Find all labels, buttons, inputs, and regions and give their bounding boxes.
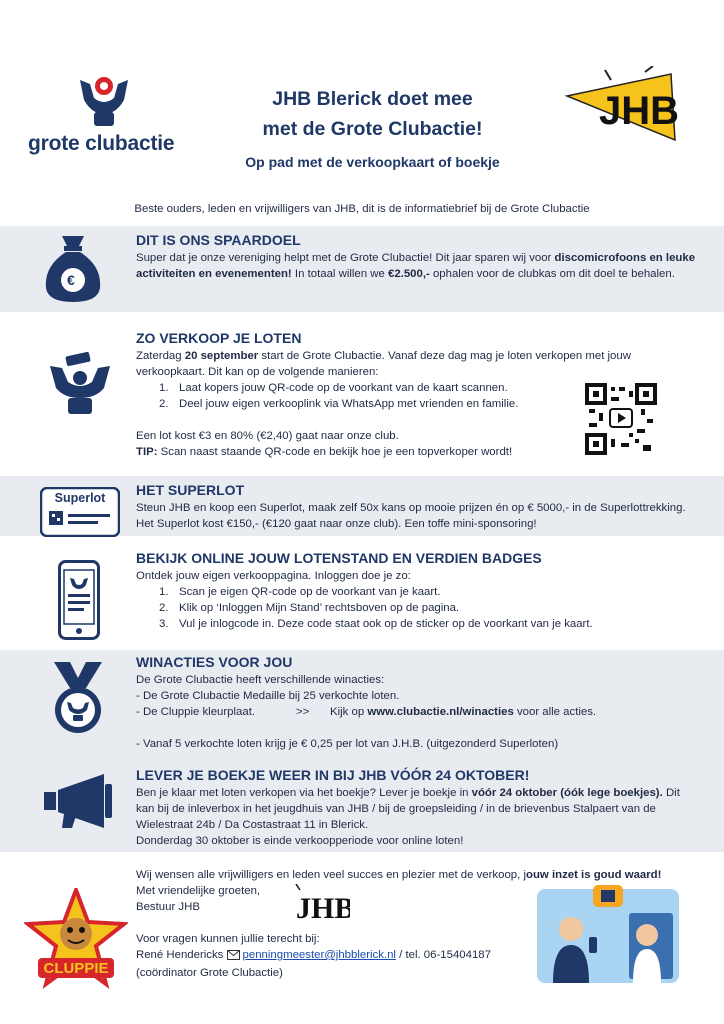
contact-name: René Hendericks <box>136 949 227 961</box>
lever-deadline: vóór 24 oktober (óók lege boekjes). <box>471 787 663 799</box>
step-text: Klik op ‘Inloggen Mijn Stand’ rechtsboven op de pagina. <box>179 602 460 614</box>
jhb-signature-letters: JHB <box>296 892 350 925</box>
lever-online-end: Donderdag 30 oktober is einde verkoopperiode voor online loten! <box>136 835 464 847</box>
promo-illustration <box>533 883 683 987</box>
verkoop-heading: ZO VERKOOP JE LOTEN <box>136 330 302 346</box>
superlot-card-icon <box>40 487 120 537</box>
spaardoel-text-part: Super dat je onze vereniging helpt met de Grote Clubactie! Dit jaar sparen wij voor <box>136 252 555 264</box>
tip-text: Scan naast staande QR-code en bekijk hoe je een topverkoper wordt! <box>157 446 513 458</box>
tip-label: TIP: <box>136 446 158 458</box>
winacties-line <box>136 704 701 720</box>
lever-text <box>136 785 701 833</box>
step-number: 3. <box>159 618 169 630</box>
contact-phone: / tel. 06-15404187 <box>395 949 491 961</box>
verkoop-text <box>136 348 701 380</box>
title-line-1: JHB Blerick doet mee <box>272 88 473 110</box>
spaardoel-goal: discomicrofoons en leuke activiteiten en evenementen! <box>136 252 696 280</box>
online-text: Ontdek jouw eigen verkooppagina. Inloggen doe je zo: <box>136 570 411 582</box>
list-item <box>159 584 701 600</box>
closing-greeting: Met vriendelijke groeten, <box>136 885 261 897</box>
winacties-text-part: - De Cluppie kleurplaat. <box>136 706 256 718</box>
winacties-arrows: >> <box>296 706 310 718</box>
jhb-pennant-icon <box>563 66 683 146</box>
money-bag-icon <box>44 232 102 304</box>
step-number: 1. <box>159 382 169 394</box>
page-subtitle: Op pad met de verkoopkaart of boekje <box>245 154 500 170</box>
mail-icon <box>227 949 240 965</box>
intro-text: Beste ouders, leden en vrijwilligers van JHB, dit is de informatiebrief bij de Grote Clubactie <box>134 203 590 215</box>
closing-questions: Voor vragen kunnen jullie terecht bij: <box>136 933 320 945</box>
jhb-logo-letters: JHB <box>599 89 680 133</box>
winacties-line: De Grote Clubactie heeft verschillende winacties: <box>136 674 385 686</box>
online-heading: BEKIJK ONLINE JOUW LOTENSTAND EN VERDIEN BADGES <box>136 550 542 566</box>
verkoop-price: Een lot kost €3 en 80% (€2,40) gaat naar onze club. <box>136 430 399 442</box>
spaardoel-heading: DIT IS ONS SPAARDOEL <box>136 232 301 248</box>
cluppie-mascot-logo <box>24 888 128 992</box>
step-number: 1. <box>159 586 169 598</box>
step-text: Vul je inlogcode in. Deze code staat ook op de sticker op de voorkant van je kaart. <box>179 618 593 630</box>
winacties-heading: WINACTIES VOOR JOU <box>136 654 293 670</box>
online-steps <box>159 584 701 632</box>
section-online <box>136 549 701 632</box>
verkoop-text-part: start de Grote Clubactie. Vanaf deze dag mag je loten verkopen met jouw verkoopkaart. Dit kan op de volgende manieren: <box>136 350 631 378</box>
step-text: Scan je eigen QR-code op de voorkant van je kaart. <box>179 586 441 598</box>
page-title <box>200 84 545 144</box>
step-number: 2. <box>159 602 169 614</box>
list-item <box>159 600 701 616</box>
step-text: Laat kopers jouw QR-code op de voorkant van de kaart scannen. <box>179 382 508 394</box>
superlot-heading: HET SUPERLOT <box>136 482 245 498</box>
winacties-line: - De Grote Clubactie Medaille bij 25 verkochte loten. <box>136 690 400 702</box>
closing-highlight: ouw inzet is goud waard! <box>526 869 662 881</box>
winacties-link[interactable]: www.clubactie.nl/winacties <box>367 706 514 718</box>
list-item <box>159 616 701 632</box>
qr-code[interactable] <box>585 383 657 455</box>
jhb-signature-logo <box>290 884 350 926</box>
closing-signature: Bestuur JHB <box>136 901 200 913</box>
smartphone-icon <box>58 560 100 640</box>
spaardoel-text <box>136 250 701 282</box>
clubactie-figure-icon <box>28 72 193 136</box>
lever-heading: LEVER JE BOEKJE WEER IN BIJ JHB VÓÓR 24 OKTOBER! <box>136 767 530 783</box>
title-line-2: met de Grote Clubactie! <box>262 118 483 140</box>
verkoop-text-part: Zaterdag <box>136 350 185 362</box>
contact-role: (coördinator Grote Clubactie) <box>136 967 283 979</box>
superlot-card-label: Superlot <box>54 491 106 505</box>
superlot-text: Steun JHB en koop een Superlot, maak zelf 50x kans op mooie prijzen én op € 5000,- in de Superlottrekking. Het Superlot kost €150,- (€120 gaat naar onze club). Een toffe mini-sponsoring! <box>136 502 686 530</box>
verkoop-date: 20 september <box>184 350 259 362</box>
grote-clubactie-logo <box>28 72 193 164</box>
svg-text:€: € <box>67 272 75 288</box>
lever-text-part: Dit kan bij de inleverbox in het jeugdhuis van JHB / bij de groepsleiding / in de brievenbus Stalpaert van de Wielestraat 24b / Da Costastraat 11 in Blerick. <box>136 787 680 831</box>
email-link[interactable]: penningmeester@jhbblerick.nl <box>242 949 396 961</box>
closing-wish <box>136 867 701 883</box>
megaphone-icon <box>42 772 114 830</box>
spaardoel-text-part: In totaal willen we <box>291 268 388 280</box>
section-lever <box>136 766 701 849</box>
section-winacties <box>136 653 701 752</box>
step-text: Deel jouw eigen verkooplink via WhatsApp met vrienden en familie. <box>179 398 519 410</box>
cluppie-label: CLUPPIE <box>43 960 109 977</box>
step-number: 2. <box>159 398 169 410</box>
winacties-text-part: Kijk op <box>330 706 368 718</box>
cheering-figure-icon <box>48 352 112 414</box>
section-spaardoel <box>136 231 701 282</box>
lever-text-part: Ben je klaar met loten verkopen via het boekje? Lever je boekje in <box>136 787 472 799</box>
grote-clubactie-wordmark: grote clubactie <box>28 132 175 155</box>
winacties-line: - Vanaf 5 verkochte loten krijg je € 0,25 per lot van J.H.B. (uitgezonderd Superloten) <box>136 738 559 750</box>
spaardoel-text-part: ophalen voor de clubkas om dit doel te behalen. <box>429 268 675 280</box>
closing-text-part: Wij wensen alle vrijwilligers en leden veel succes en plezier met de verkoop, j <box>136 869 526 881</box>
winacties-text-part: voor alle acties. <box>513 706 597 718</box>
spaardoel-amount: €2.500,- <box>387 268 430 280</box>
jhb-logo <box>563 66 683 146</box>
section-superlot <box>136 481 701 532</box>
medal-icon <box>50 662 106 736</box>
